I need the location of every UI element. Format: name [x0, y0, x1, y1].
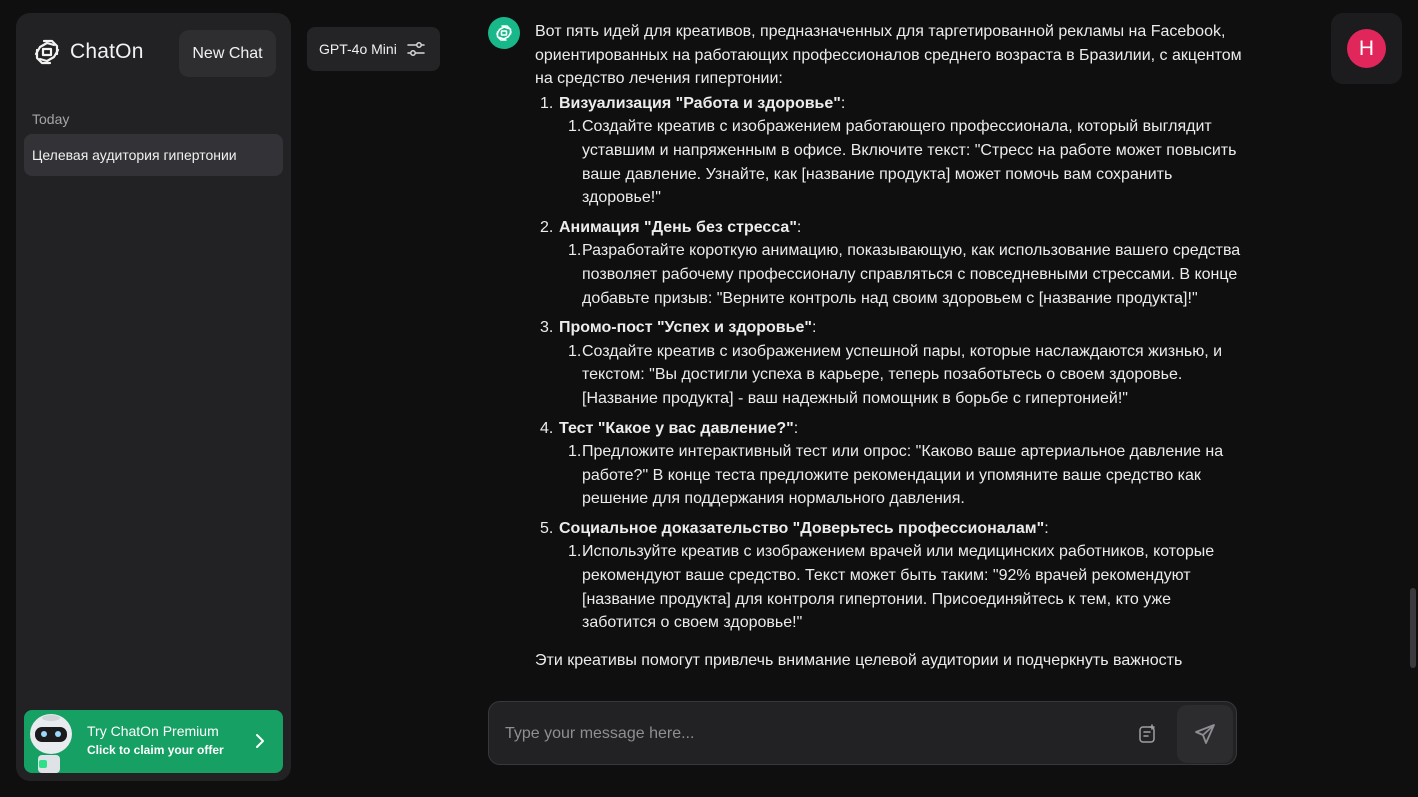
message-input[interactable] — [505, 720, 1105, 748]
item-number: 4. — [540, 419, 554, 437]
sub-item — [563, 239, 1245, 310]
item-colon: : — [796, 218, 802, 236]
attach-file-icon[interactable] — [1137, 723, 1159, 745]
message-outro: Эти креативы помогут привлечь внимание целевой аудитории и подчеркнуть важность — [535, 651, 1183, 669]
list-item — [535, 216, 1245, 310]
sub-item-text: Создайте креатив с изображением успешной пары, которые наслаждаются жизнью, и текстом: "Вы достигли успеха в карьере, теперь позаботьтесь о своем здоровье. [Название продукта] - ваш надежный помощник в борьбе с гипертонией!" — [582, 342, 1223, 407]
user-menu[interactable] — [1331, 13, 1402, 84]
item-title: Визуализация "Работа и здоровье" — [559, 94, 841, 112]
avatar[interactable]: H — [1347, 29, 1386, 68]
item-number: 1. — [540, 94, 554, 112]
assistant-message — [535, 20, 1245, 700]
app-logo[interactable] — [32, 37, 144, 67]
item-colon: : — [840, 94, 846, 112]
chaton-logo-icon — [32, 37, 62, 67]
sub-item-number: 1. — [568, 443, 582, 461]
item-title: Анимация "День без стресса" — [559, 218, 797, 236]
ideas-list — [535, 92, 1245, 635]
sidebar — [16, 13, 291, 781]
item-number: 3. — [540, 319, 554, 337]
item-colon: : — [811, 319, 817, 337]
chevron-right-icon — [253, 732, 267, 750]
sub-item — [563, 440, 1245, 511]
robot-mascot-icon — [24, 710, 84, 773]
item-colon: : — [793, 419, 799, 437]
item-title: Промо-пост "Успех и здоровье" — [559, 319, 812, 337]
send-button[interactable] — [1177, 705, 1233, 763]
history-item[interactable]: Целевая аудитория гипертонии — [24, 134, 283, 176]
assistant-avatar — [488, 17, 520, 49]
app-name: ChatOn — [70, 40, 144, 63]
settings-sliders-icon — [407, 41, 425, 57]
model-label: GPT-4o Mini — [319, 41, 397, 57]
send-icon — [1194, 723, 1216, 745]
sub-item — [563, 540, 1245, 634]
model-selector-button[interactable] — [307, 27, 440, 71]
sub-item-number: 1. — [568, 118, 582, 136]
sub-item — [563, 340, 1245, 411]
item-number: 2. — [540, 218, 554, 236]
sub-item-text: Используйте креатив с изображением врачей или медицинских работников, которые рекомендуют ваше средство. Текст может быть таким: "92% врачей рекомендуют [название продукта] для контроля гипертонии. Присоединяйтесь к тем, кто уже заботится о своем здоровье!" — [582, 543, 1215, 632]
list-item — [535, 316, 1245, 410]
sub-item-number: 1. — [568, 242, 582, 260]
message-intro: Вот пять идей для креативов, предназначенных для таргетированной рекламы на Facebook, ориентированных на работающих профессионалов среднего возраста в Бразилии, с акцентом на средство лечения гипертонии: — [535, 23, 1242, 88]
chaton-logo-icon — [494, 23, 514, 43]
sub-item-text: Создайте креатив с изображением работающего профессионала, который выглядит уставшим и напряженным в офисе. Включите текст: "Стресс на работе может повысить ваше давление. Узнайте, как [название продукта] может помочь вам сохранить здоровье!" — [582, 118, 1237, 207]
sub-item-number: 1. — [568, 342, 582, 360]
item-number: 5. — [540, 519, 554, 537]
list-item — [535, 92, 1245, 210]
sub-item — [563, 115, 1245, 209]
message-composer — [488, 701, 1237, 765]
list-item — [535, 417, 1245, 511]
sub-item-number: 1. — [568, 543, 582, 561]
sub-item-text: Разработайте короткую анимацию, показывающую, как использование вашего средства позволяет рабочему профессионалу справляться с повседневными стрессами. В конце добавьте призыв: "Верните контроль над своим здоровьем с [название продукта]!" — [582, 242, 1241, 307]
list-item — [535, 517, 1245, 635]
premium-banner[interactable] — [24, 710, 283, 773]
premium-title: Try ChatOn Premium — [87, 723, 219, 739]
item-title: Социальное доказательство "Доверьтесь профессионалам" — [559, 519, 1045, 537]
history-section-label: Today — [32, 111, 70, 127]
sub-item-text: Предложите интерактивный тест или опрос: "Каково ваше артериальное давление на работе?" В конце теста предложите рекомендации и упомяните ваше средство как решение для поддержания нормального давления. — [582, 443, 1224, 508]
scroll-fade — [488, 674, 1248, 704]
item-title: Тест "Какое у вас давление?" — [559, 419, 794, 437]
premium-subtitle: Click to claim your offer — [87, 743, 224, 757]
scrollbar[interactable] — [1410, 588, 1416, 668]
item-colon: : — [1044, 519, 1049, 537]
new-chat-button[interactable]: New Chat — [179, 30, 276, 77]
